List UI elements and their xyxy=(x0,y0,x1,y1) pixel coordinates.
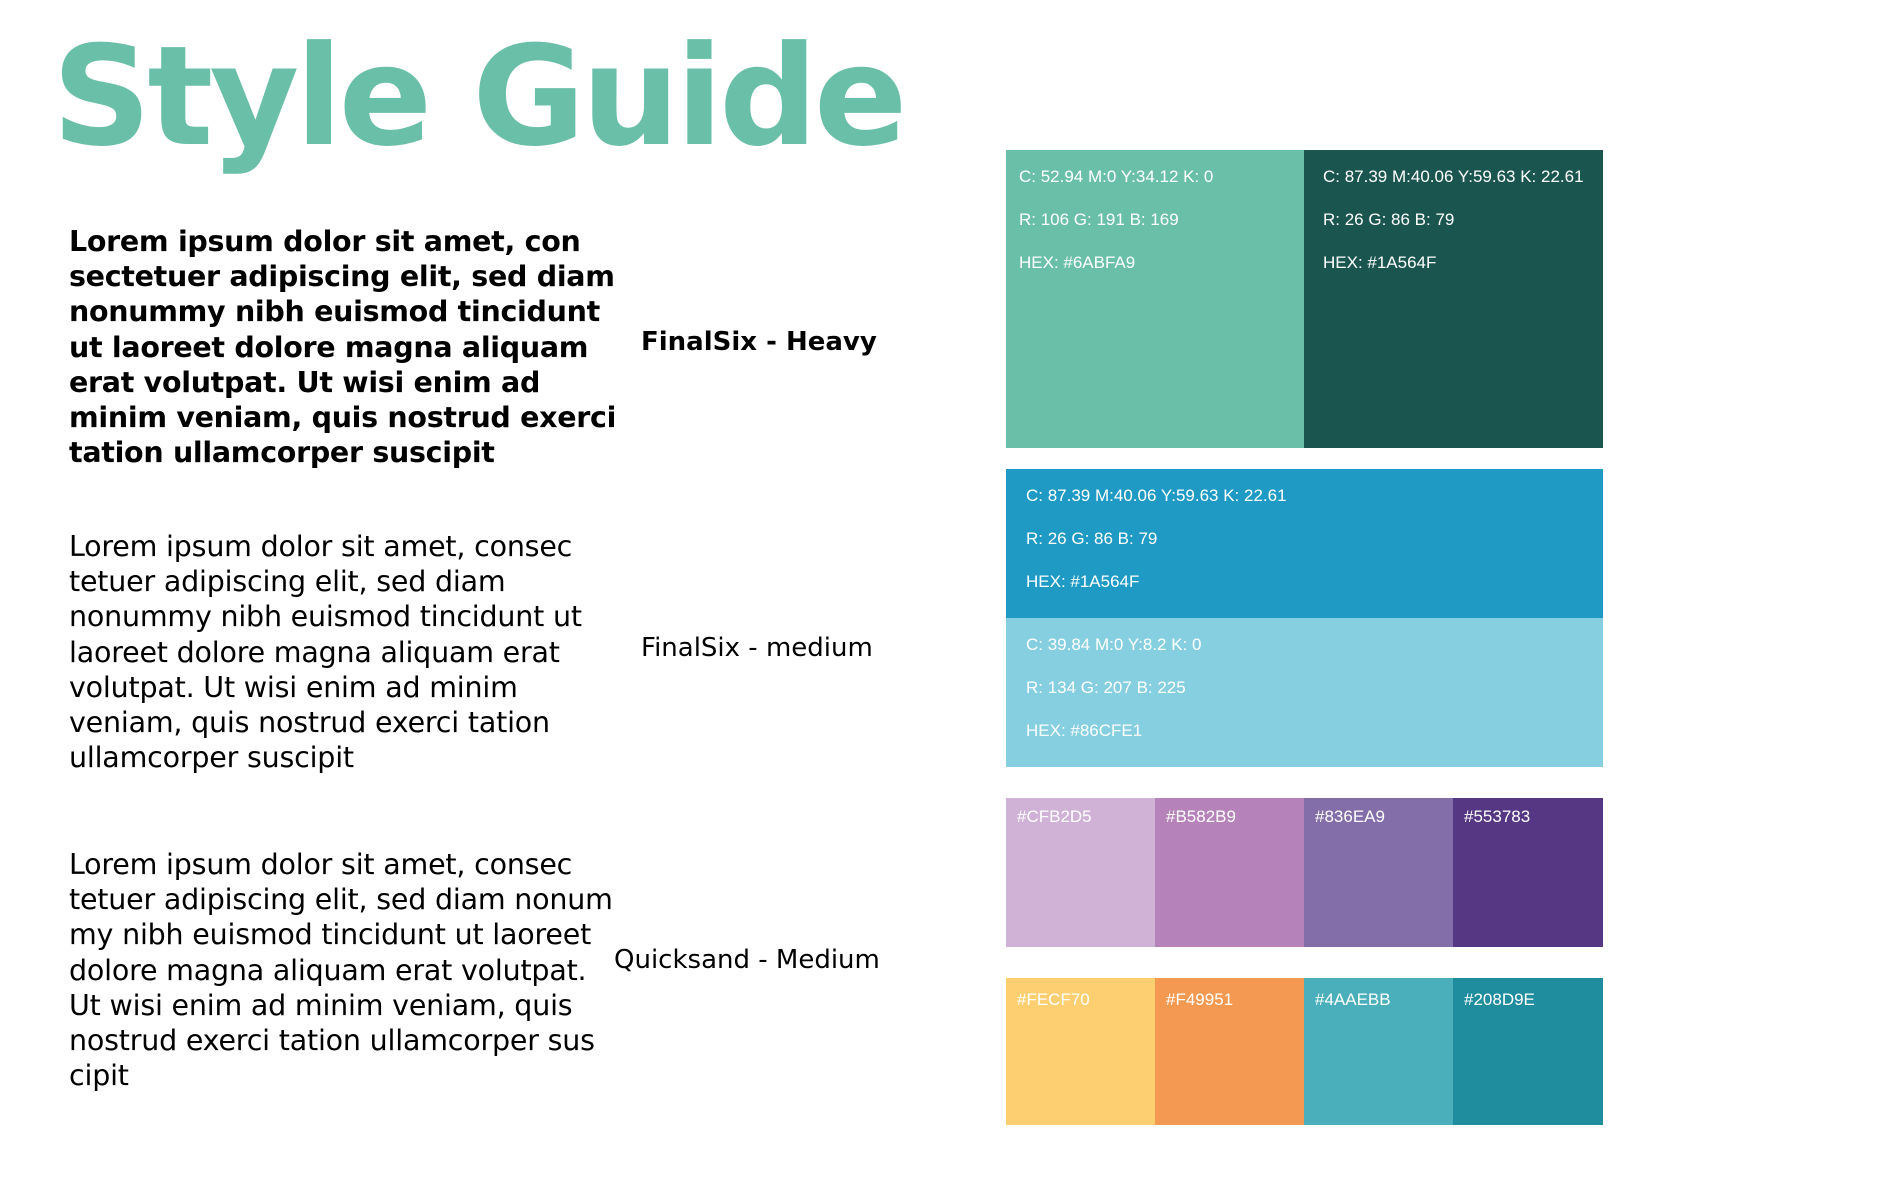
primary-color-swatch-dark-green xyxy=(1304,150,1603,448)
primary-color-swatch-green xyxy=(1006,150,1304,448)
accent-swatch-orange: #F49951 xyxy=(1155,978,1304,1125)
purple-swatch-4: #553783 xyxy=(1453,798,1603,947)
heavy-sample-text: Lorem ipsum dolor sit amet, con sectetuer adipiscing elit, sed diam nonummy nibh euismod tincidunt ut laoreet dolore magna aliquam erat volutpat. Ut wisi enim ad minim veniam, quis nostrud exerci tation ullamcorper suscipit xyxy=(69,225,617,470)
heavy-font-label: FinalSix - Heavy xyxy=(641,327,877,357)
swatch-rgb: R: 26 G: 86 B: 79 xyxy=(1026,529,1158,548)
swatch-rgb: R: 134 G: 207 B: 225 xyxy=(1026,678,1186,697)
swatch-cmyk: C: 87.39 M:40.06 Y:59.63 K: 22.61 xyxy=(1323,167,1584,186)
swatch-rgb: R: 26 G: 86 B: 79 xyxy=(1323,210,1455,229)
purple-swatch-2: #B582B9 xyxy=(1155,798,1304,947)
page-title: Style Guide xyxy=(52,16,904,177)
swatch-rgb: R: 106 G: 191 B: 169 xyxy=(1019,210,1179,229)
swatch-hex: HEX: #86CFE1 xyxy=(1026,721,1143,740)
swatch-cmyk: C: 39.84 M:0 Y:8.2 K: 0 xyxy=(1026,635,1202,654)
purple-swatch-1: #CFB2D5 xyxy=(1006,798,1155,947)
quicksand-font-label: Quicksand - Medium xyxy=(614,945,880,975)
purple-swatch-3: #836EA9 xyxy=(1304,798,1453,947)
secondary-color-swatch-blue xyxy=(1006,469,1603,618)
medium-font-label: FinalSix - medium xyxy=(641,633,873,663)
swatch-cmyk: C: 52.94 M:0 Y:34.12 K: 0 xyxy=(1019,167,1214,186)
quicksand-sample-text: Lorem ipsum dolor sit amet, consec tetuer adipiscing elit, sed diam nonum my nibh euismod tincidunt ut laoreet dolore magna aliquam erat volutpat. Ut wisi enim ad minim veniam, quis nostrud exerci tation ullamcorper sus cipit xyxy=(69,848,613,1093)
swatch-cmyk: C: 87.39 M:40.06 Y:59.63 K: 22.61 xyxy=(1026,486,1287,505)
accent-swatch-dark-teal: #208D9E xyxy=(1453,978,1603,1125)
medium-sample-text: Lorem ipsum dolor sit amet, consec tetuer adipiscing elit, sed diam nonummy nibh euismod tincidunt ut laoreet dolore magna aliquam erat volutpat. Ut wisi enim ad minim veniam, quis nostrud exerci tation ullamcorper suscipit xyxy=(69,530,582,775)
accent-swatch-teal: #4AAEBB xyxy=(1304,978,1453,1125)
swatch-hex: HEX: #1A564F xyxy=(1026,572,1140,591)
swatch-hex: HEX: #6ABFA9 xyxy=(1019,253,1136,272)
accent-swatch-yellow: #FECF70 xyxy=(1006,978,1155,1125)
swatch-hex: HEX: #1A564F xyxy=(1323,253,1437,272)
secondary-color-swatch-light-blue xyxy=(1006,618,1603,767)
